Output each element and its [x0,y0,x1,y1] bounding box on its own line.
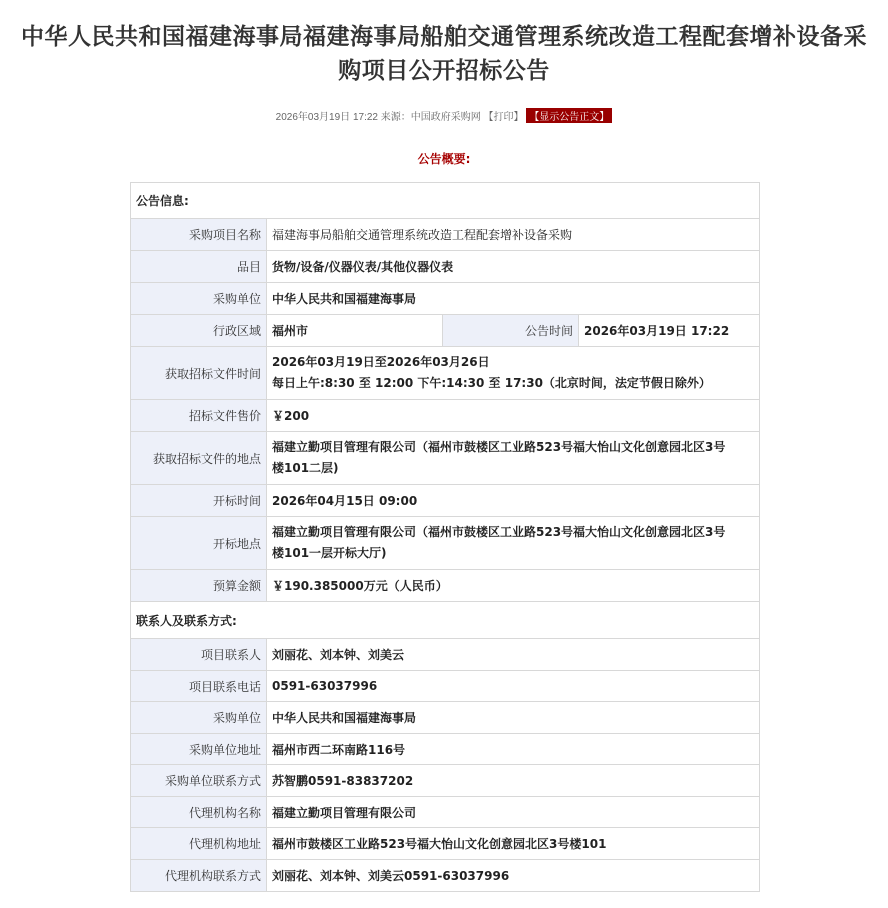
project-contact-value: 刘丽花、刘本钟、刘美云 [267,639,760,671]
project-phone-value: 0591-63037996 [267,671,760,702]
open-place-label: 开标地点 [131,517,267,570]
table-row [131,315,760,347]
open-time-value: 2026年04月15日 09:00 [267,485,760,517]
notice-table [130,182,760,892]
doc-time-line-1: 2026年03月19日至2026年03月26日 [272,355,490,369]
table-row [131,828,760,860]
agency-addr-label: 代理机构地址 [131,828,267,860]
show-notice-button[interactable]: 【显示公告正文】 [526,108,612,123]
print-link[interactable]: 【打印】 [483,112,524,123]
table-row [131,860,760,892]
open-place-line-2: 楼101一层开标大厅) [272,546,387,560]
section-row [131,183,760,219]
agency-label: 代理机构名称 [131,797,267,828]
category-value: 货物/设备/仪器仪表/其他仪器仪表 [267,251,760,283]
title-line-2: 购项目公开招标公告 [338,58,550,84]
table-row [131,251,760,283]
doc-place-label: 获取招标文件的地点 [131,432,267,485]
source-name: 中国政府采购网 [410,112,481,123]
purchaser-value: 中华人民共和国福建海事局 [267,283,760,315]
agency-addr-value: 福州市鼓楼区工业路523号福大怡山文化创意园北区3号楼101 [267,828,760,860]
table-row [131,639,760,671]
purchaser-label: 采购单位 [131,283,267,315]
contact-purchaser-label: 采购单位 [131,702,267,734]
notice-time-label: 公告时间 [443,315,579,347]
open-place-line-1: 福建立勤项目管理有限公司（福州市鼓楼区工业路523号福大怡山文化创意园北区3号 [272,525,726,539]
region-value: 福州市 [267,315,443,347]
region-label: 行政区域 [131,315,267,347]
notice-time-value: 2026年03月19日 17:22 [579,315,760,347]
project-name-label: 采购项目名称 [131,219,267,251]
doc-time-value [267,347,760,400]
doc-price-label: 招标文件售价 [131,400,267,432]
source-label: 来源： [380,112,411,123]
table-row [131,702,760,734]
table-row [131,797,760,828]
table-row [131,432,760,485]
doc-place-line-2: 楼101二层) [272,461,339,475]
budget-value: ￥190.385000万元（人民币） [267,570,760,602]
project-phone-label: 项目联系电话 [131,671,267,702]
purchaser-addr-label: 采购单位地址 [131,734,267,765]
table-row [131,400,760,432]
table-row [131,734,760,765]
doc-place-line-1: 福建立勤项目管理有限公司（福州市鼓楼区工业路523号福大怡山文化创意园北区3号 [272,440,726,454]
table-row [131,283,760,315]
agency-value: 福建立勤项目管理有限公司 [267,797,760,828]
meta-bar [0,108,888,123]
table-row [131,765,760,797]
budget-label: 预算金额 [131,570,267,602]
project-name-value: 福建海事局船舶交通管理系统改造工程配套增补设备采购 [267,219,760,251]
doc-place-value [267,432,760,485]
project-contact-label: 项目联系人 [131,639,267,671]
table-row [131,517,760,570]
doc-price-value: ￥200 [267,400,760,432]
doc-time-label: 获取招标文件时间 [131,347,267,400]
section-row [131,602,760,639]
agency-contact-value: 刘丽花、刘本钟、刘美云0591-63037996 [267,860,760,892]
contact-purchaser-value: 中华人民共和国福建海事局 [267,702,760,734]
table-row [131,219,760,251]
doc-time-line-2: 每日上午:8:30 至 12:00 下午:14:30 至 17:30（北京时间，法定节假日除外） [272,376,711,390]
table-row [131,485,760,517]
section-notice-info: 公告信息: [131,183,760,219]
page-title [0,20,888,88]
title-line-1: 中华人民共和国福建海事局福建海事局船舶交通管理系统改造工程配套增补设备采 [21,24,867,50]
purchaser-addr-value: 福州市西二环南路116号 [267,734,760,765]
open-place-value [267,517,760,570]
open-time-label: 开标时间 [131,485,267,517]
publish-date: 2026年03月19日 17:22 [275,112,378,123]
agency-contact-label: 代理机构联系方式 [131,860,267,892]
table-row [131,570,760,602]
overview-heading: 公告概要: [417,152,471,166]
table-row [131,347,760,400]
section-contact-info: 联系人及联系方式: [131,602,760,639]
category-label: 品目 [131,251,267,283]
purchaser-contact-value: 苏智鹏0591-83837202 [267,765,760,797]
table-row [131,671,760,702]
purchaser-contact-label: 采购单位联系方式 [131,765,267,797]
